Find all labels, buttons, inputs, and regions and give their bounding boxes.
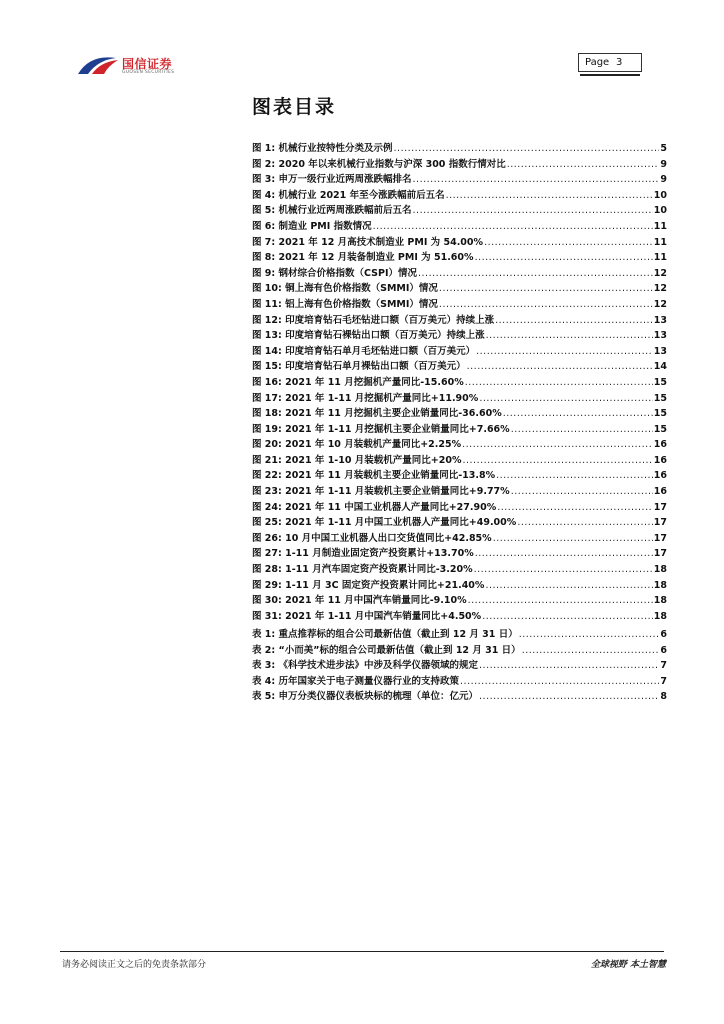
page-indicator-underline [580, 74, 640, 76]
toc-leader-dots [475, 548, 653, 559]
toc-entry-figure-15[interactable] [252, 358, 667, 374]
toc-entry-page: 17 [653, 532, 667, 544]
toc-entry-figure-29[interactable] [252, 577, 667, 593]
toc-leader-dots [522, 645, 660, 656]
toc-entry-label: 图 1: 机械行业按特性分类及示例 [252, 143, 393, 154]
toc-entry-page: 7 [660, 660, 667, 672]
toc-leader-dots [394, 143, 660, 154]
toc-leader-dots [413, 205, 653, 216]
toc-entry-table-3[interactable] [252, 657, 667, 673]
toc-entry-label: 表 2: “小而美”标的组合公司最新估值（截止到 12 月 31 日） [252, 644, 521, 656]
logo-text-en: GUOSEN SECURITIES [122, 70, 175, 75]
toc-entry-label: 表 4: 历年国家关于电子测量仪器行业的支持政策 [252, 675, 460, 687]
toc-entry-figure-21[interactable] [252, 452, 667, 468]
toc-entry-page: 13 [653, 345, 667, 357]
toc-entry-label: 表 1: 重点推荐标的组合公司最新估值（截止到 12 月 31 日） [252, 629, 518, 640]
toc-entry-label: 图 18: 2021 年 11 月挖掘机主要企业销量同比-36.60% [252, 408, 502, 420]
toc-entry-figure-1[interactable] [252, 140, 667, 156]
toc-leader-dots [413, 174, 660, 185]
toc-entry-label: 图 11: 铝上海有色价格指数（SMMI）情况 [252, 298, 438, 310]
table-list [252, 626, 667, 704]
toc-entry-page: 9 [660, 174, 667, 186]
toc-entry-figure-19[interactable] [252, 421, 667, 437]
toc-entry-label: 图 9: 钢材综合价格指数（CSPI）情况 [252, 267, 418, 279]
company-logo [76, 52, 206, 78]
toc-entry-label: 图 26: 10 月中国工业机器人出口交货值同比+42.85% [252, 532, 492, 544]
toc-entry-figure-30[interactable] [252, 592, 667, 608]
toc-leader-dots [460, 676, 659, 687]
toc-entry-page: 16 [653, 486, 667, 498]
toc-entry-label: 图 15: 印度培育钻石单月裸钻出口额（百万美元） [252, 361, 466, 373]
toc-entry-page: 11 [653, 236, 667, 248]
toc-entry-page: 5 [660, 143, 667, 154]
toc-entry-label: 图 10: 铜上海有色价格指数（SMMI）情况 [252, 283, 438, 295]
toc-leader-dots [439, 299, 653, 310]
toc-entry-label: 图 29: 1-11 月 3C 固定资产投资累计同比+21.40% [252, 579, 485, 591]
toc-entry-figure-7[interactable] [252, 234, 667, 250]
footer-divider [60, 951, 664, 952]
toc-entry-page: 11 [653, 252, 667, 264]
toc-leader-dots [486, 330, 653, 341]
toc-entry-figure-6[interactable] [252, 218, 667, 234]
toc-leader-dots [507, 159, 660, 170]
toc-leader-dots [439, 283, 653, 294]
toc-leader-dots [493, 533, 653, 544]
toc-entry-figure-9[interactable] [252, 265, 667, 281]
toc-entry-figure-16[interactable] [252, 374, 667, 390]
toc-leader-dots [479, 393, 652, 404]
toc-entry-label: 图 14: 印度培育钻石单月毛坯钻进口额（百万美元） [252, 345, 476, 357]
toc-entry-page: 10 [653, 189, 667, 201]
toc-entry-label: 图 24: 2021 年 11 中国工业机器人产量同比+27.90% [252, 501, 497, 513]
toc-entry-figure-26[interactable] [252, 530, 667, 546]
toc-entry-figure-31[interactable] [252, 608, 667, 624]
toc-entry-page: 15 [653, 376, 667, 388]
toc-entry-page: 12 [653, 267, 667, 279]
toc-entry-label: 图 19: 2021 年 1-11 月挖掘机主要企业销量同比+7.66% [252, 423, 510, 435]
toc-entry-page: 13 [653, 330, 667, 342]
toc-leader-dots [462, 439, 653, 450]
toc-entry-label: 图 20: 2021 年 10 月装载机产量同比+2.25% [252, 439, 462, 451]
toc-entry-figure-5[interactable] [252, 202, 667, 218]
toc-entry-page: 6 [660, 644, 667, 656]
toc-leader-dots [467, 361, 653, 372]
toc-entry-table-2[interactable] [252, 642, 667, 658]
toc-leader-dots [484, 237, 653, 248]
toc-entry-figure-3[interactable] [252, 171, 667, 187]
toc-leader-dots [475, 252, 653, 263]
toc-entry-figure-8[interactable] [252, 249, 667, 265]
toc-leader-dots [503, 408, 653, 419]
toc-entry-table-5[interactable] [252, 688, 667, 704]
toc-leader-dots [479, 660, 659, 671]
toc-leader-dots [517, 517, 652, 528]
toc-entry-page: 18 [653, 564, 667, 576]
toc-entry-label: 图 3: 申万一级行业近两周涨跌幅排名 [252, 174, 412, 186]
toc-leader-dots [511, 486, 653, 497]
toc-entry-page: 17 [653, 501, 667, 513]
footer-slogan: 全球视野 本土智慧 [590, 960, 666, 970]
toc-entry-label: 图 25: 2021 年 1-11 月中国工业机器人产量同比+49.00% [252, 517, 517, 529]
toc-leader-dots [479, 691, 659, 702]
toc-entry-label: 图 4: 机械行业 2021 年至今涨跌幅前后五名 [252, 189, 445, 201]
toc-entry-label: 图 2: 2020 年以来机械行业指数与沪深 300 指数行情对比 [252, 158, 506, 170]
toc-entry-figure-22[interactable] [252, 467, 667, 483]
toc-entry-page: 8 [660, 691, 667, 703]
figure-list [252, 140, 667, 623]
toc-entry-page: 11 [653, 220, 667, 232]
toc-entry-label: 图 16: 2021 年 11 月挖掘机产量同比-15.60% [252, 376, 464, 388]
toc-leader-dots [485, 580, 652, 591]
toc-entry-page: 10 [653, 205, 667, 217]
toc-entry-figure-17[interactable] [252, 390, 667, 406]
toc-leader-dots [465, 377, 653, 388]
toc-entry-page: 12 [653, 283, 667, 295]
logo-text-cn: 国信证券 [122, 57, 173, 71]
toc-entry-label: 图 13: 印度培育钻石裸钻出口额（百万美元）持续上涨 [252, 330, 485, 342]
page-indicator [578, 53, 642, 72]
toc-entry-page: 18 [653, 595, 667, 607]
toc-entry-label: 表 5: 申万分类仪器仪表板块标的梳理（单位：亿元） [252, 691, 479, 703]
toc-leader-dots [462, 455, 652, 466]
toc-leader-dots [468, 595, 653, 606]
footer-disclaimer: 请务必阅读正文之后的免责条款部分 [62, 960, 207, 970]
toc-entry-label: 图 6: 制造业 PMI 指数情况 [252, 220, 372, 232]
toc-entry-page: 12 [653, 298, 667, 310]
toc-entry-figure-4[interactable] [252, 187, 667, 203]
toc-entry-label: 图 31: 2021 年 1-11 月中国汽车销量同比+4.50% [252, 610, 482, 622]
toc-leader-dots [482, 611, 653, 622]
toc-entry-figure-14[interactable] [252, 343, 667, 359]
toc-entry-page: 7 [660, 675, 667, 687]
toc-entry-figure-18[interactable] [252, 405, 667, 421]
toc-leader-dots [495, 315, 653, 326]
toc-leader-dots [476, 346, 653, 357]
toc-entry-label: 图 21: 2021 年 1-10 月装载机产量同比+20% [252, 454, 462, 466]
logo-mark-icon [76, 52, 120, 78]
toc-entry-figure-11[interactable] [252, 296, 667, 312]
toc-entry-figure-24[interactable] [252, 499, 667, 515]
toc-entry-label: 图 23: 2021 年 1-11 月装载机主要企业销量同比+9.77% [252, 486, 510, 498]
toc-entry-figure-20[interactable] [252, 436, 667, 452]
toc-entry-page: 17 [653, 548, 667, 560]
toc-entry-label: 图 22: 2021 年 11 月装载机主要企业销量同比-13.8% [252, 470, 496, 482]
toc-leader-dots [418, 268, 653, 279]
toc-leader-dots [373, 221, 653, 232]
toc-entry-figure-12[interactable] [252, 312, 667, 328]
toc-leader-dots [496, 470, 653, 481]
toc-entry-label: 图 7: 2021 年 12 月高技术制造业 PMI 为 54.00% [252, 236, 484, 248]
toc-entry-page: 16 [653, 439, 667, 451]
toc-entry-figure-10[interactable] [252, 280, 667, 296]
toc-leader-dots [519, 629, 660, 640]
toc-entry-page: 16 [653, 470, 667, 482]
toc-entry-label: 图 5: 机械行业近两周涨跌幅前后五名 [252, 205, 412, 217]
toc-entry-page: 16 [653, 454, 667, 466]
toc-entry-label: 图 12: 印度培育钻石毛坯钻进口额（百万美元）持续上涨 [252, 314, 495, 326]
toc-entry-page: 18 [653, 579, 667, 591]
toc-entry-table-4[interactable] [252, 673, 667, 689]
toc-entry-page: 14 [653, 361, 667, 373]
toc-leader-dots [474, 564, 653, 575]
toc-entry-page: 18 [653, 610, 667, 622]
toc-entry-figure-23[interactable] [252, 483, 667, 499]
toc-entry-page: 15 [653, 392, 667, 404]
toc-entry-figure-25[interactable] [252, 514, 667, 530]
toc-entry-label: 图 27: 1-11 月制造业固定资产投资累计+13.70% [252, 548, 474, 560]
toc-entry-page: 13 [653, 314, 667, 326]
toc-leader-dots [446, 190, 653, 201]
page-number: 3 [616, 57, 623, 68]
toc-leader-dots [497, 502, 653, 513]
toc-entry-page: 6 [660, 629, 667, 640]
toc-entry-figure-2[interactable] [252, 156, 667, 172]
toc-entry-label: 图 30: 2021 年 11 月中国汽车销量同比-9.10% [252, 595, 467, 607]
toc-entry-page: 9 [660, 158, 667, 170]
toc-entry-page: 15 [653, 423, 667, 435]
toc-entry-label: 图 8: 2021 年 12 月装备制造业 PMI 为 51.60% [252, 252, 474, 264]
toc-entry-label: 图 28: 1-11 月汽车固定资产投资累计同比-3.20% [252, 564, 473, 576]
toc-entry-figure-13[interactable] [252, 327, 667, 343]
toc-entry-page: 15 [653, 408, 667, 420]
toc-entry-table-1[interactable] [252, 626, 667, 642]
toc-entry-page: 17 [653, 517, 667, 529]
toc-entry-figure-27[interactable] [252, 545, 667, 561]
page-title: 图表目录 [252, 96, 337, 118]
page-label: Page [585, 57, 610, 68]
toc-entry-label: 图 17: 2021 年 1-11 月挖掘机产量同比+11.90% [252, 392, 479, 404]
toc-entry-figure-28[interactable] [252, 561, 667, 577]
toc-leader-dots [511, 424, 653, 435]
toc-entry-label: 表 3: 《科学技术进步法》中涉及科学仪器领域的规定 [252, 660, 479, 672]
